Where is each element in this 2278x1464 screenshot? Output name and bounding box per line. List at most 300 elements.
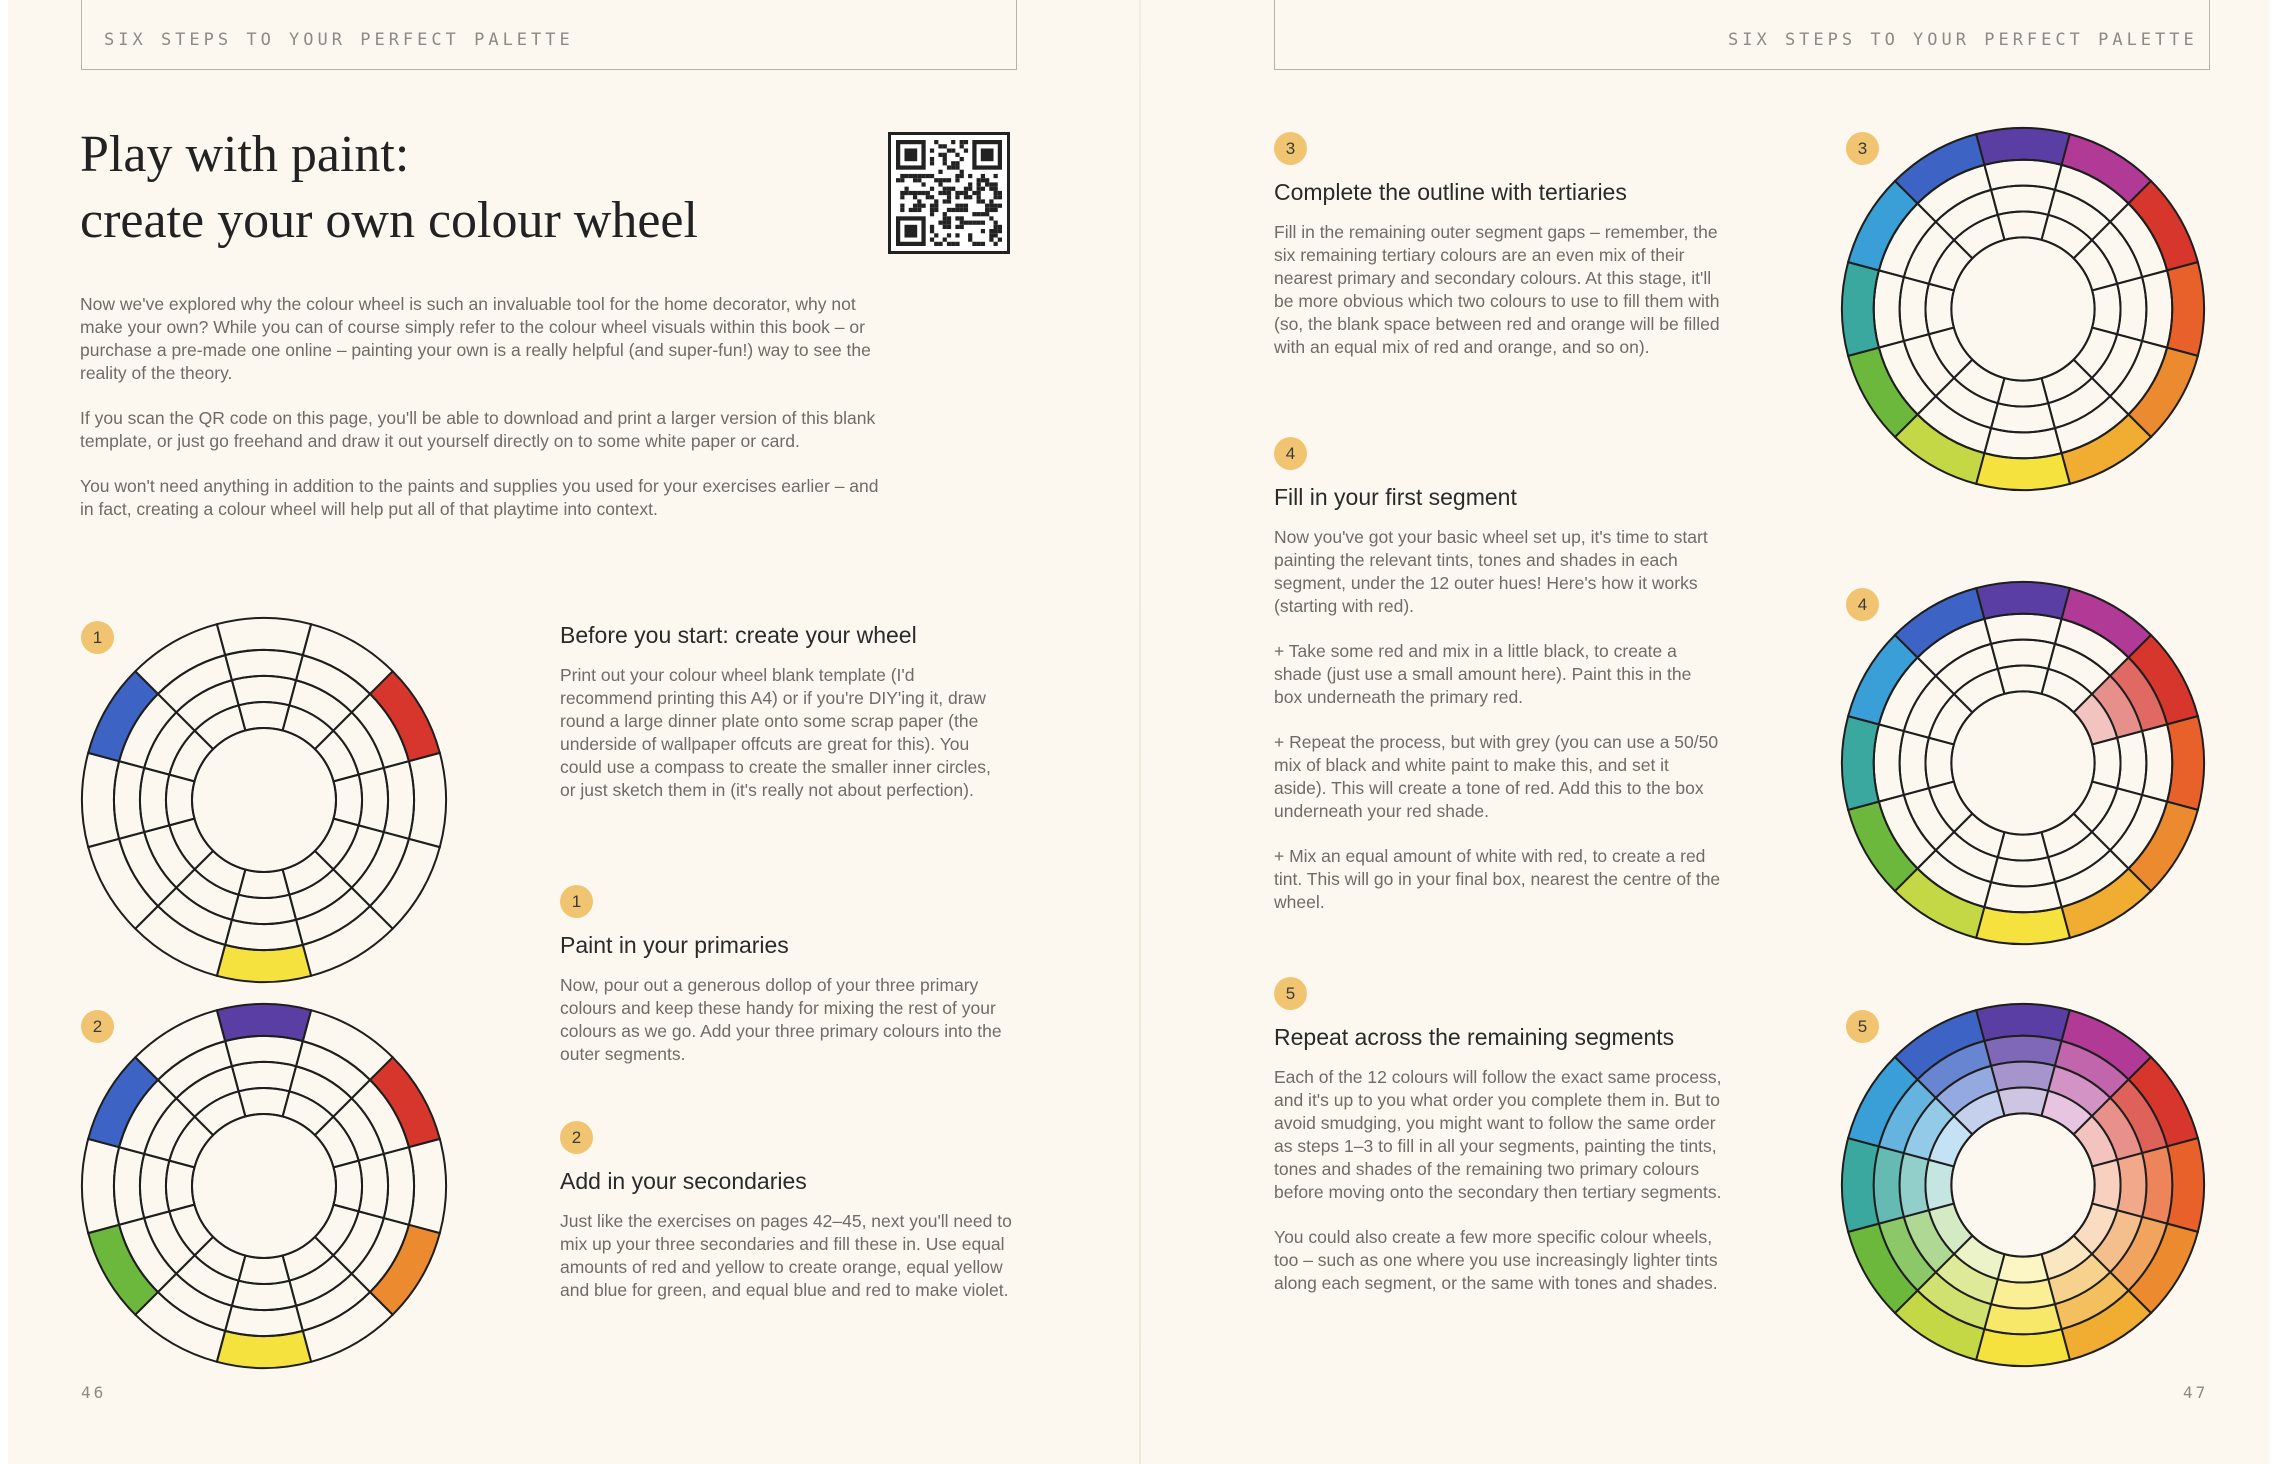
wheel-cell [166,775,194,826]
step-5-heading: Repeat across the remaining segments [1274,1024,1675,1050]
qr-module [981,229,985,233]
qr-module [985,212,989,216]
qr-module [904,174,908,178]
wheel-cell [232,895,296,924]
qr-module [943,161,947,165]
qr-module [943,199,947,203]
qr-module [981,242,985,246]
qr-module [943,221,947,225]
step-2-badge: 2 [560,1121,593,1154]
qr-module [934,178,938,182]
step-4-para-4: + Mix an equal amount of white with red, to create a red tint. This will go in your final box, nearest the centre of the wheel. [1274,846,1721,912]
qr-module [968,195,972,199]
qr-module [955,225,959,229]
qr-module [921,182,925,186]
right-running-header: SIX STEPS TO YOUR PERFECT PALETTE [1728,30,2198,50]
qr-module [994,221,998,225]
step-before-start [560,620,1010,802]
qr-module [985,178,989,182]
qr-module [938,153,942,157]
qr-module [943,212,947,216]
qr-module [926,191,930,195]
qr-module [977,195,981,199]
wheel-cell [1926,1160,1954,1210]
qr-module [968,221,972,225]
wheel-cell [1991,186,2055,215]
qr-module [994,204,998,208]
qr-module [938,144,942,148]
wheel-cell [1998,666,2048,694]
wheel-cell [176,869,238,919]
step-5-para-1: Each of the 12 colours will follow the exact same process, and it's up to you what order you complete them in. But to avoid smudging, you might want to follow the same order as steps 1–3 to fill in all your segments, painting the tints, tones and shades of the remaining two primary colours before moving onto the secondary then tertiary segments. [1274,1067,1722,1202]
qr-module [960,204,964,208]
qr-module [947,148,951,152]
qr-module [909,191,913,195]
qr-module [994,182,998,186]
colour-wheel-step-2 [78,1000,450,1372]
qr-module [917,191,921,195]
page-number-left: 46 [81,1383,107,1402]
wheel-cell [140,768,169,832]
qr-module [994,208,998,212]
wheel-cell [1936,644,1998,694]
wheel-cell [144,1211,194,1273]
qr-module [947,195,951,199]
step-3-heading: Complete the outline with tertiaries [1274,179,1627,205]
wheel-cell [333,825,383,887]
qr-module [900,204,904,208]
qr-module [934,140,938,144]
qr-module [981,199,985,203]
wheel-cell [1936,378,1998,428]
wheel-cell [2092,738,2120,788]
qr-module [989,187,993,191]
wheel-4-badge: 4 [1846,588,1879,621]
wheel-cell [2117,277,2146,341]
colour-wheel-step-5 [1838,1000,2208,1370]
qr-module [960,157,964,161]
qr-module [943,216,947,220]
step-1 [560,885,1010,1066]
qr-module [998,225,1002,229]
qr-module [900,208,904,212]
wheel-cell [2092,334,2142,396]
wheel-cell [1904,334,1954,396]
qr-module [972,191,976,195]
qr-module [977,242,981,246]
wheel-cell [2092,222,2142,284]
step-before-heading: Before you start: create your wheel [560,622,917,648]
qr-module [989,216,993,220]
qr-module [960,144,964,148]
qr-module [968,238,972,242]
wheel-cell [1900,277,1929,341]
qr-module [909,208,913,212]
wheel-cell [2117,731,2146,795]
qr-module [994,242,998,246]
qr-module [985,204,989,208]
qr-module [913,174,917,178]
qr-module [989,229,993,233]
wheel-cell [1904,788,1954,850]
qr-module [930,204,934,208]
wheel-cell [359,1154,388,1218]
qr-module [964,191,968,195]
step-before-body: Print out your colour wheel blank template (I'd recommend printing this A4) or if you're DIY'ing it, draw round a large dinner plate onto some scrap paper (the underside of wallpaper offcuts are great for this). You could use a compass to create the smaller inner circles, or just sketch them in (it's really not about perfection). [560,665,991,800]
colour-wheel-step-3 [1838,124,2208,494]
wheel-cell [2048,190,2110,240]
step-1-body: Now, pour out a generous dollop of your three primary colours and keep these handy for mixing the rest of your colours as we go. Add your three primary colours into the outer segments. [560,975,1002,1064]
step-3-body: Fill in the remaining outer segment gaps – remember, the six remaining tertiary colours are an even mix of their nearest primary and secondary colours. At this stage, it'll be more obvious which two colours to use to fill them with (so, the blank space between red and orange will be filled with an equal mix of red and orange, and so on). [1274,222,1720,357]
step-4-para-2: + Take some red and mix in a little black, to create a shade (just use a small amount here). Paint this in the box underneath the primary red. [1274,641,1692,707]
qr-module [947,242,951,246]
qr-module [989,182,993,186]
qr-module [994,174,998,178]
step-1-badge: 1 [560,885,593,918]
qr-module [989,199,993,203]
qr-module [960,221,964,225]
qr-module [917,204,921,208]
step-2 [560,1121,1020,1302]
qr-module [981,212,985,216]
wheel-cell [239,1088,290,1116]
qr-module [900,178,904,182]
qr-module [960,225,964,229]
qr-module [930,229,934,233]
qr-module [943,178,947,182]
qr-module [921,204,925,208]
qr-module [972,212,976,216]
qr-module [913,191,917,195]
wheel-2-badge: 2 [81,1010,114,1043]
qr-module [913,204,917,208]
qr-module [964,187,968,191]
wheel-cell [333,1098,383,1160]
qr-module [955,242,959,246]
qr-module [930,195,934,199]
wheel-cell [144,825,194,887]
step-4-para-1: Now you've got your basic wheel set up, it's time to start painting the relevant tints, tones and shades in each segment, under the 12 outer hues! Here's how it works (starting with red). [1274,527,1708,616]
qr-module [934,204,938,208]
qr-module [917,174,921,178]
qr-module [968,174,972,178]
title-line-1: Play with paint: [80,126,410,183]
colour-wheel-step-1 [78,614,450,986]
intro-paragraph-2: If you scan the QR code on this page, you'll be able to download and print a larger version of this blank template, or just go freehand and draw it out yourself directly on to some white paper or card. [80,408,876,451]
qr-module [994,225,998,229]
wheel-cell [289,1255,351,1305]
qr-module [977,221,981,225]
qr-module [904,225,917,238]
wheel-cell [359,768,388,832]
qr-module [955,233,959,237]
qr-module [989,233,993,237]
wheel-cell [232,676,296,705]
wheel-cell [289,680,351,730]
qr-module [964,148,968,152]
qr-module [981,174,985,178]
qr-module [904,191,908,195]
wheel-cell [2092,788,2142,850]
qr-module [913,178,917,182]
qr-module [947,191,951,195]
qr-module [994,233,998,237]
qr-module [977,187,981,191]
qr-module [955,165,959,169]
qr-module [994,195,998,199]
qr-module [968,182,972,186]
qr-module [998,238,1002,242]
qr-module [896,178,900,182]
step-4-heading: Fill in your first segment [1274,484,1517,510]
qr-module [917,208,921,212]
wheel-centre [192,1114,336,1258]
qr-module [943,225,947,229]
qr-module [951,148,955,152]
qr-module [977,212,981,216]
qr-module [998,195,1002,199]
qr-module [977,178,981,182]
wheel-cell [239,870,290,898]
qr-module [951,140,955,144]
qr-module [951,242,955,246]
left-running-header: SIX STEPS TO YOUR PERFECT PALETTE [104,30,574,50]
wheel-cell [334,1161,362,1212]
wheel-cell [2092,1160,2120,1210]
page-title [80,122,698,254]
qr-module [943,144,947,148]
page-number-right: 47 [2183,1383,2209,1402]
qr-module [947,221,951,225]
qr-module [955,195,959,199]
wheel-centre [192,728,336,872]
qr-module [981,178,985,182]
qr-module [913,208,917,212]
qr-module [913,195,917,199]
qr-module [985,208,989,212]
wheel-cell [1900,731,1929,795]
qr-module [930,208,934,212]
qr-module [955,208,959,212]
qr-module [900,174,904,178]
step-4 [1274,437,1724,914]
step-2-heading: Add in your secondaries [560,1168,807,1194]
qr-module [968,233,972,237]
wheel-3-badge: 3 [1846,132,1879,165]
wheel-cell [1998,378,2048,406]
qr-module [947,208,951,212]
step-5 [1274,977,1724,1295]
qr-module [960,140,964,144]
wheel-cell [140,1154,169,1218]
wheel-cell [1991,640,2055,669]
qr-module [994,187,998,191]
qr-module [921,174,925,178]
wheel-cell [1991,403,2055,432]
qr-module [981,148,994,161]
qr-module [968,187,972,191]
wheel-cell [289,1066,351,1116]
qr-module [977,182,981,186]
qr-module [951,165,955,169]
qr-module [917,199,921,203]
qr-module [998,204,1002,208]
qr-module [964,195,968,199]
qr-module [994,229,998,233]
step-4-badge: 4 [1274,437,1307,470]
wheel-cell [1936,190,1998,240]
qr-module [934,199,938,203]
qr-module [964,140,968,144]
wheel-cell [1991,857,2055,886]
qr-module [998,191,1002,195]
wheel-cell [1998,212,2048,240]
wheel-cell [2048,378,2110,428]
wheel-1-badge: 1 [81,621,114,654]
qr-module [947,225,951,229]
qr-module [943,238,947,242]
qr-module [955,204,959,208]
wheel-centre [1951,237,2094,380]
qr-module [989,208,993,212]
qr-module [909,174,913,178]
wheel-cell [334,775,362,826]
qr-module [934,233,938,237]
wheel-cell [239,702,290,730]
wheel-cell [1991,1279,2055,1308]
step-3-badge: 3 [1274,132,1307,165]
wheel-cell [232,1062,296,1091]
qr-module [938,191,942,195]
wheel-cell [1998,832,2048,860]
qr-module [955,216,959,220]
qr-module [951,161,955,165]
step-3 [1274,132,1724,359]
wheel-cell [176,1255,238,1305]
qr-module [964,208,968,212]
qr-module [930,187,934,191]
qr-module [989,238,993,242]
wheel-cell [144,1098,194,1160]
title-line-2: create your own colour wheel [80,192,698,249]
qr-module [930,174,934,178]
qr-module [904,148,917,161]
qr-module [917,178,921,182]
step-1-heading: Paint in your primaries [560,932,789,958]
qr-module [977,199,981,203]
qr-module [947,165,951,169]
wheel-cell [1998,1254,2048,1282]
qr-code-pattern [896,140,1002,246]
qr-module [960,208,964,212]
wheel-cell [176,1066,238,1116]
qr-module [930,225,934,229]
qr-module [947,178,951,182]
qr-module [947,233,951,237]
qr-module [981,187,985,191]
qr-module [960,174,964,178]
qr-module [947,187,951,191]
step-2-body: Just like the exercises on pages 42–45, next you'll need to mix up your three secondaries and fill these in. Use equal amounts of red and yellow to create orange, equal yellow and blue for green, and equal blue and red to make violet. [560,1211,1012,1300]
wheel-5-badge: 5 [1846,1010,1879,1043]
qr-module [938,242,942,246]
qr-module [972,221,976,225]
qr-module [926,174,930,178]
qr-module [943,187,947,191]
qr-module [938,178,942,182]
qr-code[interactable] [888,132,1010,254]
qr-module [960,170,964,174]
intro-text [80,293,880,543]
qr-module [951,187,955,191]
colour-wheel-step-4 [1838,578,2208,948]
qr-module [955,174,959,178]
qr-module [964,204,968,208]
qr-module [943,157,947,161]
wheel-cell [239,1256,290,1284]
wheel-cell [2092,284,2120,334]
wheel-cell [289,869,351,919]
qr-module [900,195,904,199]
wheel-cell [1926,284,1954,334]
qr-module [955,178,959,182]
qr-module [926,195,930,199]
wheel-centre [1951,691,2094,834]
intro-paragraph-1: Now we've explored why the colour wheel is such an invaluable tool for the home decorator, why not make your own? While you can of course simply refer to the colour wheel visuals within this book – or purchase a pre-made one online – painting your own is a really helpful (and super-fun!) way to see the reality of the theory. [80,294,871,383]
wheel-cell [1904,222,1954,284]
book-spread [8,0,2270,1464]
qr-module [998,229,1002,233]
wheel-cell [1926,738,1954,788]
wheel-cell [333,1211,383,1273]
qr-module [930,212,934,216]
qr-module [904,187,908,191]
qr-module [947,216,951,220]
wheel-centre [1951,1113,2094,1256]
wheel-cell [2117,1153,2146,1217]
wheel-cell [176,680,238,730]
qr-module [930,161,934,165]
qr-module [981,221,985,225]
qr-module [972,242,976,246]
qr-module [930,238,934,242]
wheel-cell [1991,1062,2055,1091]
qr-module [955,191,959,195]
step-5-para-2: You could also create a few more specific colour wheels, too – such as one where you use increasingly lighter tints along each segment, or the same with tones and shades. [1274,1227,1718,1293]
wheel-cell [166,1161,194,1212]
step-5-badge: 5 [1274,977,1307,1010]
qr-module [943,191,947,195]
qr-module [994,191,998,195]
qr-module [955,161,959,165]
wheel-cell [232,1281,296,1310]
qr-module [960,191,964,195]
qr-module [938,182,942,186]
qr-module [943,153,947,157]
page-gutter [1139,0,1141,1464]
qr-module [951,208,955,212]
wheel-cell [144,712,194,774]
qr-module [955,153,959,157]
wheel-cell [1904,676,1954,738]
wheel-cell [1900,1153,1929,1217]
qr-module [989,204,993,208]
qr-module [934,208,938,212]
wheel-cell [1936,832,1998,882]
qr-module [930,148,934,152]
wheel-cell [2048,832,2110,882]
qr-module [964,221,968,225]
